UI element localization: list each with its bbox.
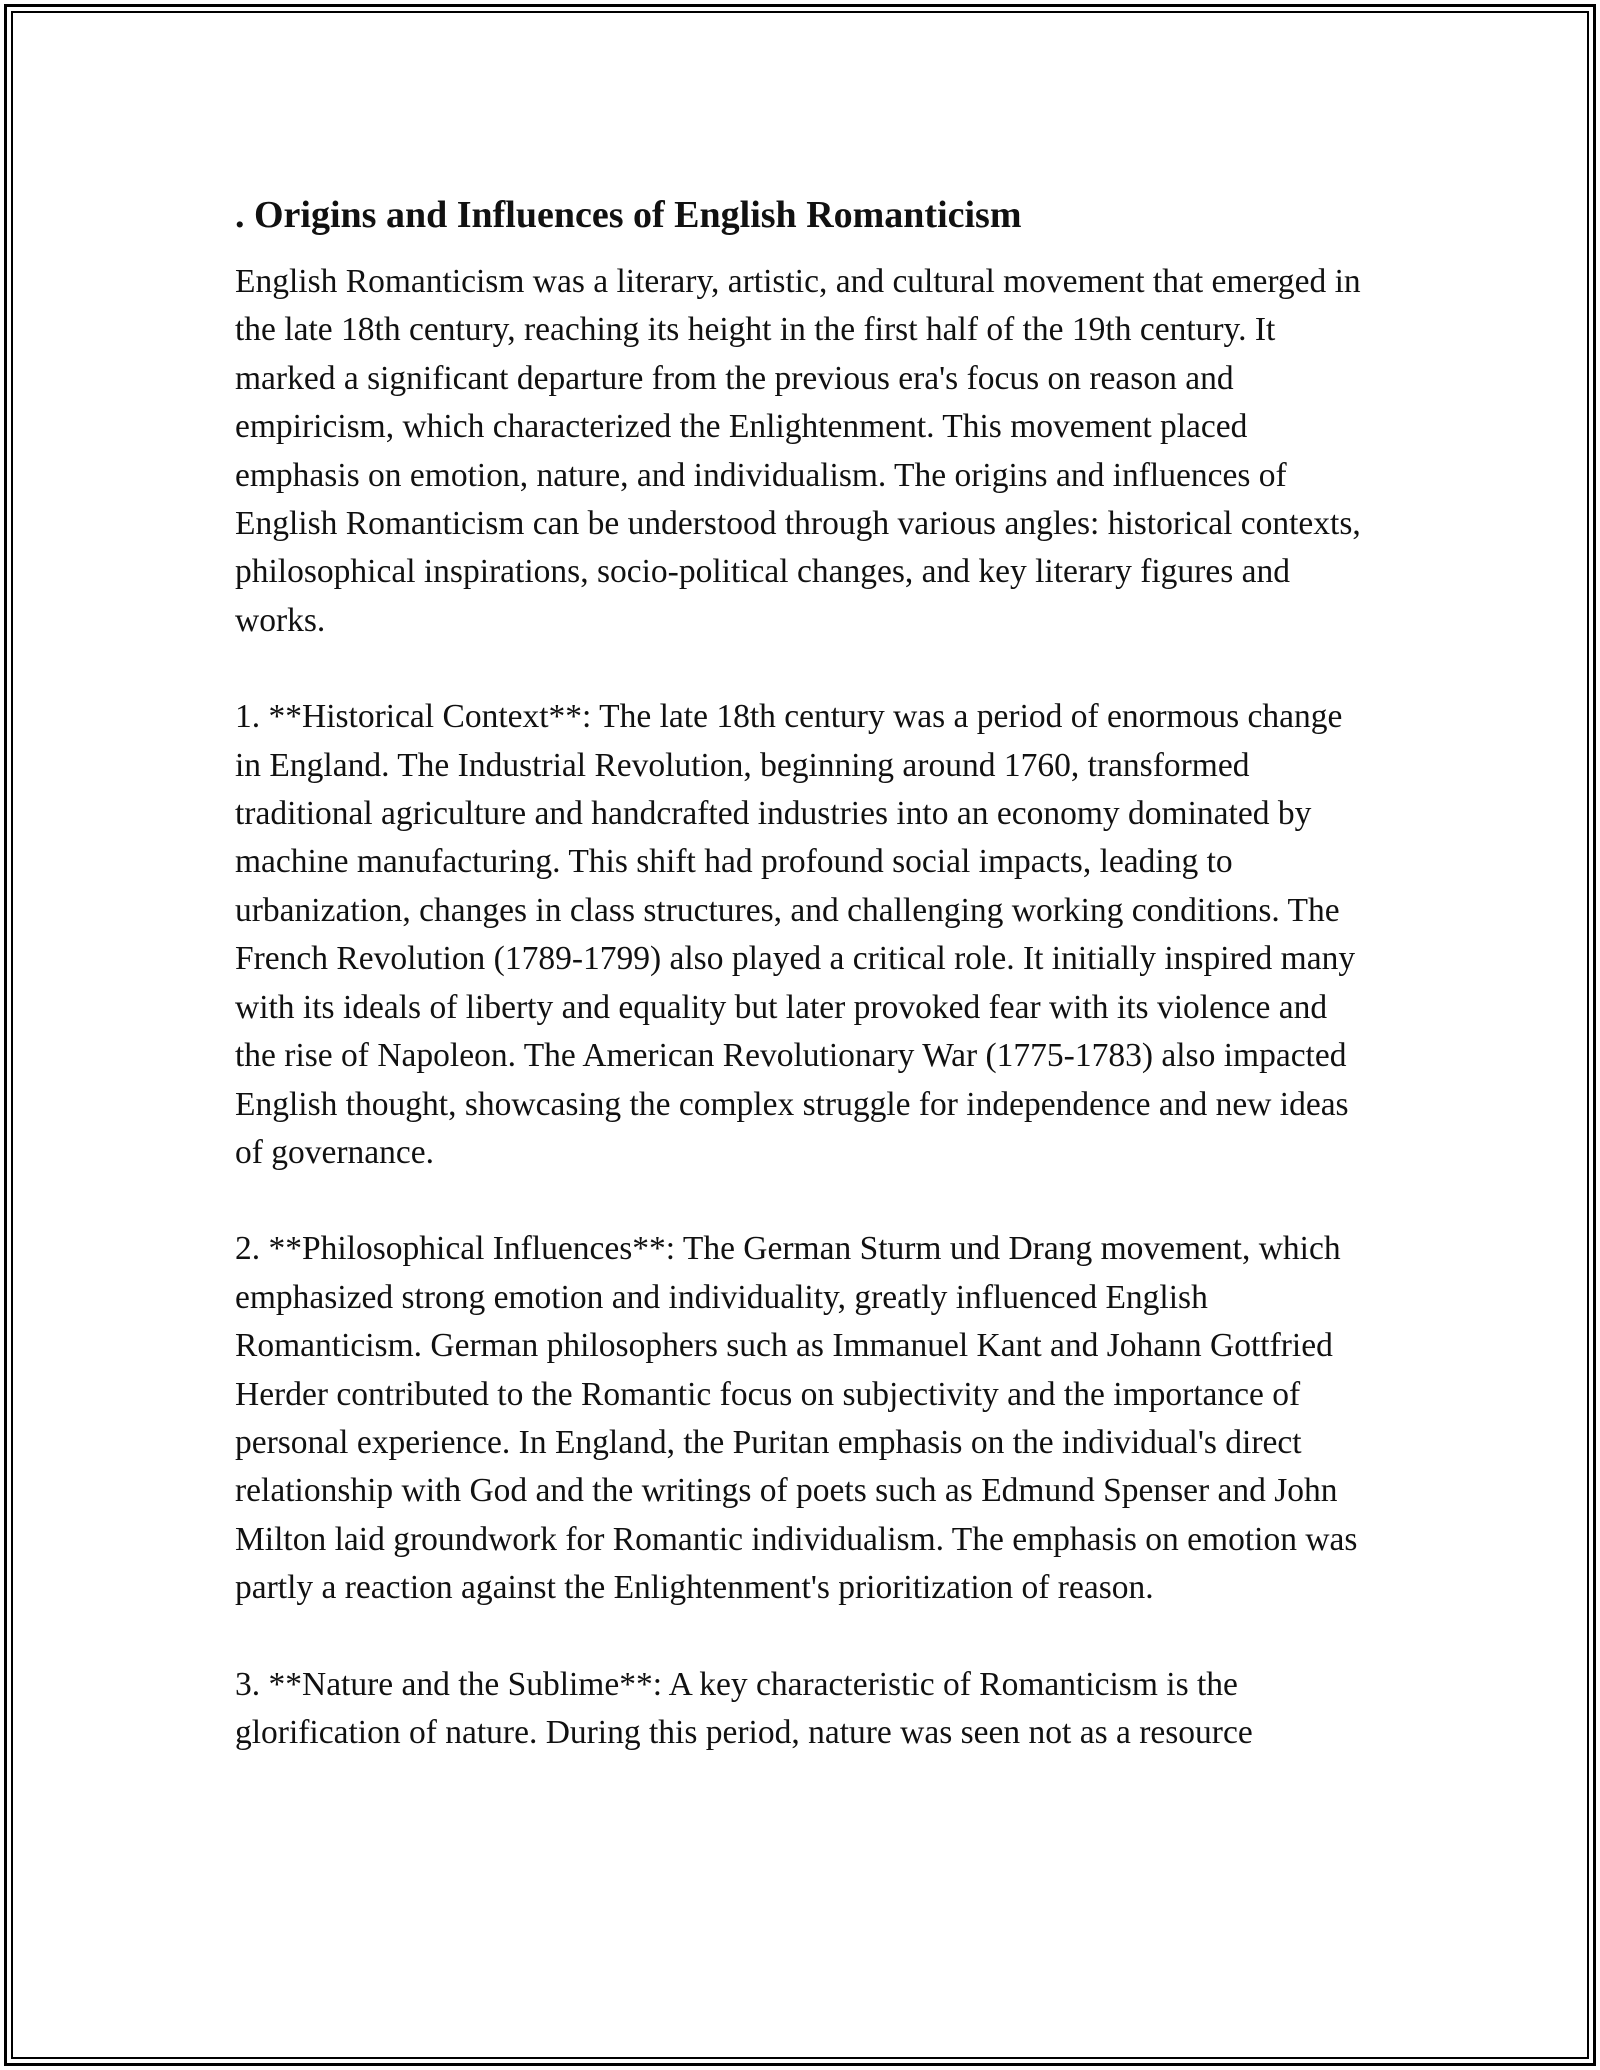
historical-context-paragraph: 1. **Historical Context**: The late 18th century was a period of enormous change in England. The Industrial Revolution, beginning around 1760, transformed traditional agriculture and handcrafted industries into an economy dominated by machine manufacturing. This shift had profound social impacts, leading to urbanization, changes in class structures, and challenging working conditions. The French Revolution (1789-1799) also played a critical role. It initially inspired many with its ideals of liberty and equality but later provoked fear with its violence and the rise of Napoleon. The American Revolutionary War (1775-1783) also impacted English thought, showcasing the complex struggle for independence and new ideas of governance. [235,698,1356,1171]
nature-sublime-paragraph: 3. **Nature and the Sublime**: A key characteristic of Romanticism is the glorification of nature. During this period, nature was seen not as a resource [235,1665,1253,1751]
section-heading: . Origins and Influences of English Romanticism [235,194,1022,236]
philosophical-influences-paragraph: 2. **Philosophical Influences**: The German Sturm und Drang movement, which emphasized strong emotion and individuality, greatly influenced English Romanticism. German philosophers such as Immanuel Kant and Johann Gottfried Herder contributed to the Romantic focus on subjectivity and the importance of personal experience. In England, the Puritan emphasis on the individual's direct relationship with God and the writings of poets such as Edmund Spenser and John Milton laid groundwork for Romantic individualism. The emphasis on emotion was partly a reaction against the Enlightenment's prioritization of reason. [235,1230,1358,1607]
intro-paragraph: English Romanticism was a literary, artistic, and cultural movement that emerged in the late 18th century, reaching its height in the first half of the 19th century. It marked a significant departure from the previous era's focus on reason and empiricism, which characterized the Enlightenment. This movement placed emphasis on emotion, nature, and individualism. The origins and influences of English Romanticism can be understood through various angles: historical contexts, philosophical inspirations, socio-political changes, and key literary figures and works. [235,263,1361,639]
document-body [235,190,1375,1757]
